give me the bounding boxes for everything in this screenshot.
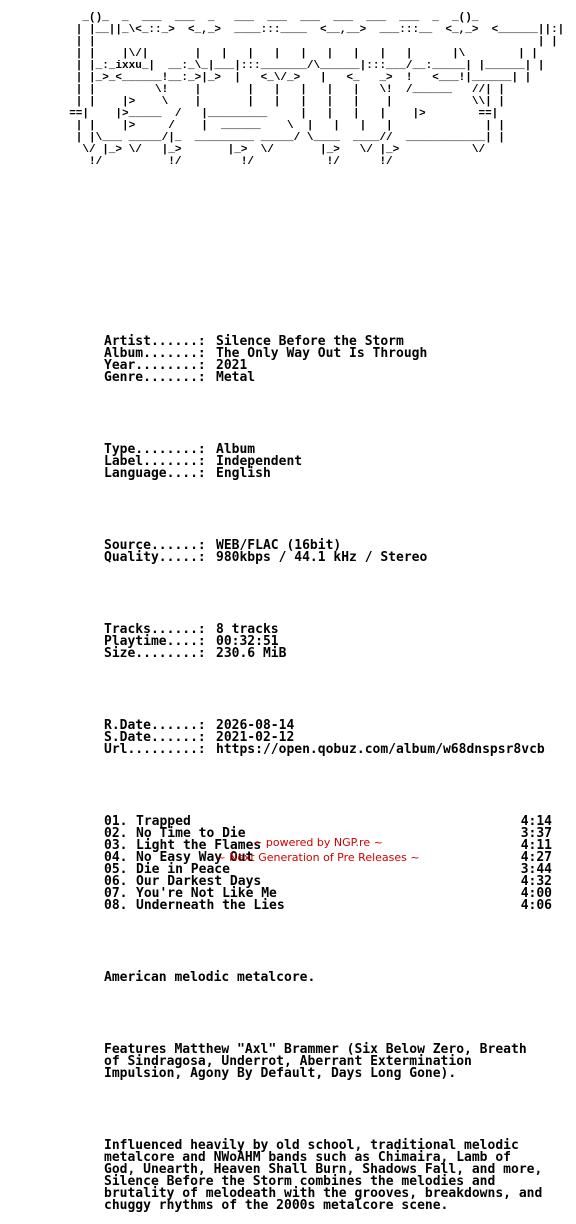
track-duration: 4:11 <box>520 838 552 853</box>
info-value: WEB/FLAC (16bit) <box>216 538 342 553</box>
footer-powered-by: ~ powered by NGP.re ~ <box>253 836 383 849</box>
info-label: Quality.....: <box>104 550 206 565</box>
info-row <box>104 372 564 384</box>
info-label: Language....: <box>104 466 206 481</box>
info-value: English <box>216 466 271 481</box>
size-block <box>104 624 564 660</box>
track-duration: 4:00 <box>520 886 552 901</box>
info-label: Playtime....: <box>104 634 206 649</box>
info-label: S.Date......: <box>104 730 206 745</box>
info-value: Album <box>216 442 256 457</box>
info-label: Artist......: <box>104 334 206 349</box>
info-value: 980kbps / 44.1 kHz / Stereo <box>216 550 428 565</box>
track-duration: 3:44 <box>520 862 552 877</box>
track-number: 07. <box>104 886 128 901</box>
release-block <box>104 444 564 480</box>
track-number: 06. <box>104 874 128 889</box>
info-row <box>104 648 564 660</box>
info-value: 230.6 MiB <box>216 646 287 661</box>
description-intro: American melodic metalcore. <box>104 970 316 985</box>
quality-block <box>104 540 564 564</box>
info-label: R.Date......: <box>104 718 206 733</box>
track-title: Trapped <box>136 814 191 829</box>
info-value: 2021-02-12 <box>216 730 295 745</box>
info-value: The Only Way Out Is Through <box>216 346 428 361</box>
nfo-content <box>104 312 564 1224</box>
info-label: Genre.......: <box>104 370 206 385</box>
track-row <box>104 900 552 912</box>
footer-tagline: ~ Next Generation of Pre Releases ~ <box>216 851 420 864</box>
track-duration: 4:06 <box>520 898 552 913</box>
date-block <box>104 720 564 756</box>
description-influences: Influenced heavily by old school, traditional melodic metalcore and NWoAHM bands such as Chimaira, Lamb of God, Unearth, Heaven Shall Burn, Shadows Fall, and more, Silence Before the Storm combines the melodies and brutality of melodeath with the grooves, breakdowns, and chuggy rhythms of the 2000s metalcore scene. <box>104 1138 543 1213</box>
track-number: 01. <box>104 814 128 829</box>
track-duration: 4:27 <box>520 850 552 865</box>
info-row <box>104 552 564 564</box>
track-title: No Easy Way Out <box>136 850 254 865</box>
track-title: Underneath the Lies <box>136 898 285 913</box>
track-duration: 4:32 <box>520 874 552 889</box>
track-title: Our Darkest Days <box>136 874 262 889</box>
info-block <box>104 336 564 384</box>
info-value: Metal <box>216 370 256 385</box>
info-value: Silence Before the Storm <box>216 334 404 349</box>
track-title: Light the Flames <box>136 838 262 853</box>
info-label: Size........: <box>104 646 206 661</box>
ascii-art-logo: _()_ _ ___ ___ _ ___ ___ ___ ___ ___ ___ _ _()_ | |__||_\<_::_> <_,_> ____:::____ <__,__> ___:::__ <_,_> <______||:| | | | | | | |\/| | | | | | | | | | |\ | | | |_:_ixxu_| __:_\_|___|:::_______/\______|:::___/__:_____| |______| | | |_>_<______!__:_>|_> | <_\/_> | <_ _> ! <___!|______| | | | \! | | | | | | \! /______ //| | | | |> \ | | | | | | | \\| | ==| |>_____ / |_________ | | | | |> ==| | | |> / | ______ \ | | | | | | | |\___ _____/|_ _________ _____/ \____ ____// ____________| | \/ |_> \/ |_> |_> \/ |_> \/ |_> \/ !/ !/ !/ !/ !/ <box>69 12 565 168</box>
track-number: 03. <box>104 838 128 853</box>
info-value: Independent <box>216 454 303 469</box>
track-number: 08. <box>104 898 128 913</box>
track-number: 04. <box>104 850 128 865</box>
track-title: No Time to Die <box>136 826 246 841</box>
track-number: 02. <box>104 826 128 841</box>
track-row <box>104 888 552 900</box>
info-value: https://open.qobuz.com/album/w68dnspsr8vcb <box>216 742 545 757</box>
info-label: Tracks......: <box>104 622 206 637</box>
track-duration: 3:37 <box>520 826 552 841</box>
info-label: Label.......: <box>104 454 206 469</box>
track-duration: 4:14 <box>520 814 552 829</box>
info-label: Url.........: <box>104 742 206 757</box>
track-title: Die in Peace <box>136 862 230 877</box>
info-label: Year........: <box>104 358 206 373</box>
info-label: Type........: <box>104 442 206 457</box>
track-number: 05. <box>104 862 128 877</box>
info-row <box>104 744 564 756</box>
description-features: Features Matthew "Axl" Brammer (Six Below Zero, Breath of Sindragosa, Underrot, Aberrant Extermination Impulsion, Agony By Default, Days Long Gone). <box>104 1042 527 1081</box>
info-value: 2021 <box>216 358 248 373</box>
info-row <box>104 468 564 480</box>
info-value: 00:32:51 <box>216 634 279 649</box>
info-label: Album.......: <box>104 346 206 361</box>
info-value: 2026-08-14 <box>216 718 295 733</box>
info-value: 8 tracks <box>216 622 279 637</box>
track-title: You're Not Like Me <box>136 886 277 901</box>
info-label: Source......: <box>104 538 206 553</box>
